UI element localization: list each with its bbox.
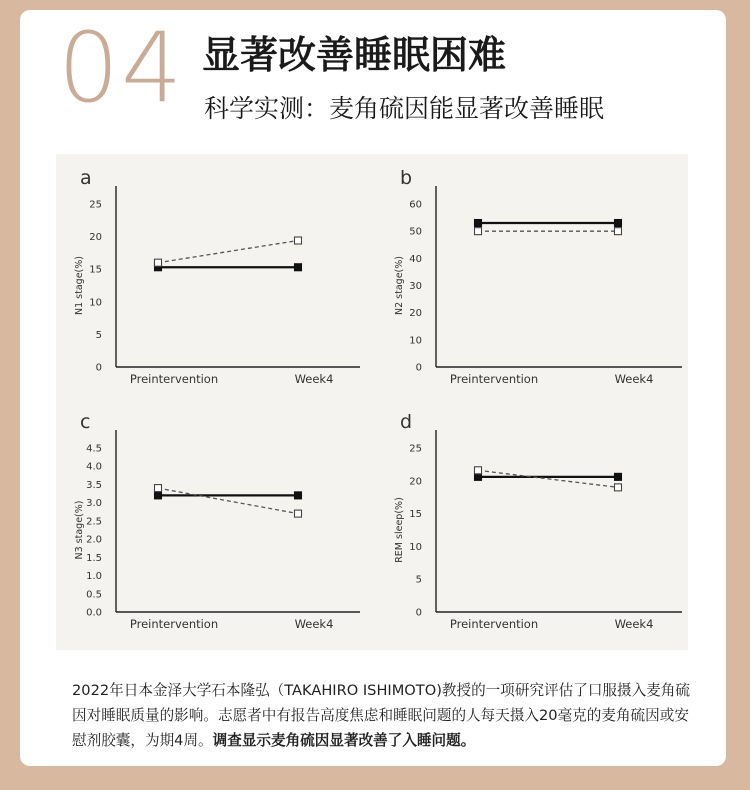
y-tick-label: 1.0 <box>86 571 102 583</box>
y-tick-label: 5 <box>415 574 422 586</box>
y-axis-label: N2 stage(%) <box>394 256 405 315</box>
x-tick-label: Week4 <box>614 617 654 631</box>
y-tick-label: 0.5 <box>86 589 102 601</box>
series-line-dashed <box>158 241 298 263</box>
y-axis-label: N3 stage(%) <box>74 500 85 560</box>
marker-open <box>475 467 482 474</box>
y-tick-label: 3.0 <box>86 498 102 510</box>
y-tick-label: 60 <box>409 199 422 211</box>
y-tick-label: 1.5 <box>86 552 102 564</box>
series-line-dashed <box>478 470 618 487</box>
x-tick-label: Week4 <box>294 372 334 386</box>
y-tick-label: 15 <box>89 264 102 276</box>
charts-svg <box>56 154 688 650</box>
panel-label-c: c <box>80 411 91 433</box>
y-tick-label: 2.0 <box>86 534 102 546</box>
y-tick-label: 15 <box>409 509 422 521</box>
x-tick-label: Week4 <box>294 617 334 631</box>
y-tick-label: 50 <box>409 226 422 238</box>
panel-label-a: a <box>80 167 92 189</box>
y-tick-label: 20 <box>89 232 102 244</box>
marker-open <box>295 237 302 244</box>
marker-open <box>295 510 302 517</box>
y-tick-label: 10 <box>409 541 422 553</box>
marker-filled <box>615 220 622 227</box>
y-tick-label: 30 <box>409 281 422 292</box>
page-subtitle: 科学实测：麦角硫因能显著改善睡眠 <box>204 94 605 123</box>
marker-filled <box>295 492 302 499</box>
marker-filled <box>155 492 162 499</box>
y-tick-label: 20 <box>409 476 422 488</box>
panel-label-d: d <box>400 411 413 433</box>
y-tick-label: 0 <box>415 362 422 374</box>
marker-filled <box>475 220 482 227</box>
y-axis-label: N1 stage(%) <box>74 256 85 315</box>
y-tick-label: 10 <box>89 297 102 309</box>
y-tick-label: 4.5 <box>86 443 102 455</box>
marker-open <box>155 259 162 266</box>
y-tick-label: 0 <box>415 607 422 619</box>
marker-open <box>615 228 622 235</box>
charts-panel <box>56 154 688 650</box>
caption-text <box>72 678 692 753</box>
y-tick-label: 10 <box>409 335 422 347</box>
y-tick-label: 4.0 <box>86 461 102 473</box>
x-tick-label: Preintervention <box>449 617 539 631</box>
marker-open <box>475 228 482 235</box>
y-axis-label: REM sleep(%) <box>394 497 405 563</box>
y-tick-label: 3.5 <box>86 479 102 491</box>
panel-label-b: b <box>400 167 413 189</box>
marker-filled <box>615 473 622 480</box>
marker-filled <box>475 473 482 480</box>
series-line-dashed <box>158 488 298 514</box>
x-tick-label: Preintervention <box>129 372 219 386</box>
marker-open <box>615 484 622 491</box>
y-tick-label: 0 <box>95 362 102 374</box>
caption-normal: 2022年日本金泽大学石本隆弘（TAKAHIRO ISHIMOTO)教授的一项研究评估了口服摄入麦角硫因对睡眠质量的影响。志愿者中有报告高度焦虑和睡眠问题的人每天摄入20毫克的麦角硫因或安慰剂胶囊，为期4周。 <box>72 682 690 749</box>
caption-bold: 调查显示麦角硫因显著改善了入睡问题。 <box>212 732 476 749</box>
page-title: 显著改善睡眠困难 <box>202 33 507 77</box>
y-tick-label: 25 <box>409 443 422 455</box>
x-tick-label: Week4 <box>614 372 654 386</box>
y-tick-label: 20 <box>409 308 422 320</box>
marker-filled <box>295 264 302 271</box>
y-tick-label: 40 <box>409 253 422 265</box>
section-number: 04 <box>58 12 185 124</box>
x-tick-label: Preintervention <box>129 617 219 631</box>
marker-open <box>155 485 162 492</box>
y-tick-label: 5 <box>95 329 102 341</box>
y-tick-label: 2.5 <box>86 516 102 528</box>
x-tick-label: Preintervention <box>449 372 539 386</box>
y-tick-label: 25 <box>89 199 102 211</box>
y-tick-label: 0.0 <box>86 607 102 619</box>
